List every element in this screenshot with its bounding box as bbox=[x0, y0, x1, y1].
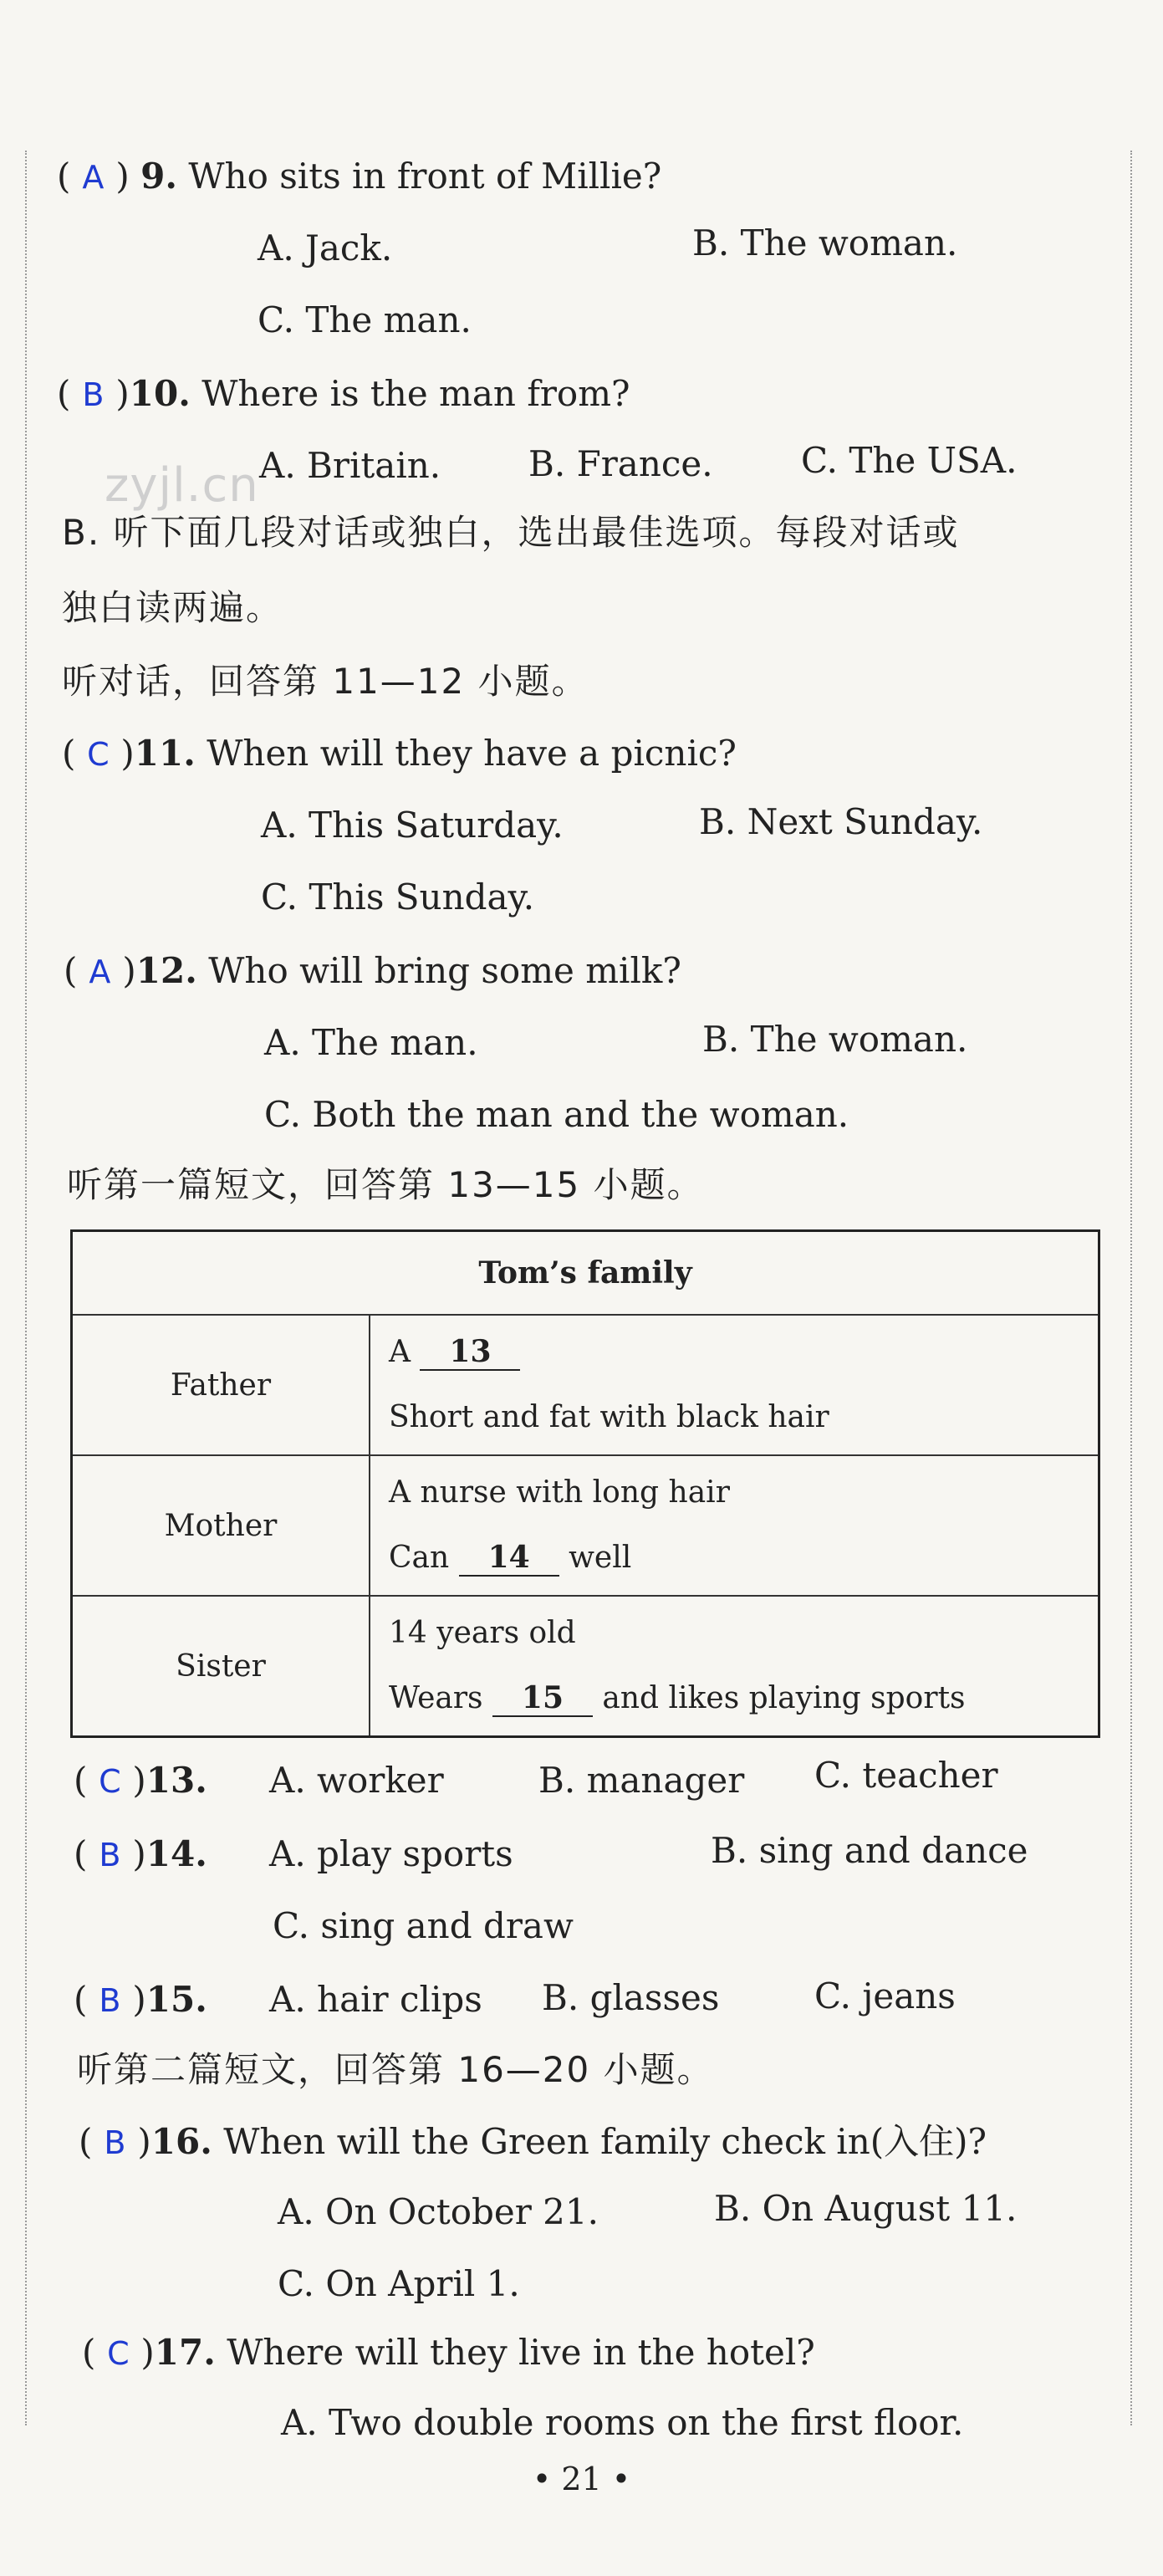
option: C. This Sunday. bbox=[261, 877, 535, 917]
option: C. The USA. bbox=[801, 440, 1018, 481]
answer: C bbox=[87, 736, 110, 773]
question-9: ( A ) 9. Who sits in front of Millie? bbox=[57, 156, 662, 197]
passage2-instruction: 听第二篇短文，回答第 16—20 小题。 bbox=[77, 2049, 714, 2090]
blank-14: 14 bbox=[459, 1541, 559, 1577]
left-margin-dots bbox=[25, 151, 27, 2425]
page-number: • 21 • bbox=[532, 2461, 631, 2497]
option: A. play sports bbox=[269, 1833, 513, 1874]
option: C. teacher bbox=[814, 1755, 998, 1796]
section-b-line2: 独白读两遍。 bbox=[62, 587, 283, 628]
question-12: ( A )12. Who will bring some milk? bbox=[64, 950, 681, 991]
option: B. The woman. bbox=[702, 1019, 968, 1060]
row-value: A nurse with long hair Can 14 well bbox=[370, 1455, 1099, 1596]
answer: C bbox=[107, 2335, 130, 2372]
row-value: 14 years old Wears 15 and likes playing sports bbox=[370, 1596, 1099, 1737]
option: B. manager bbox=[538, 1760, 745, 1801]
question-16: ( B )16. When will the Green family check in(入住)? bbox=[79, 2121, 987, 2162]
option: C. Both the man and the woman. bbox=[264, 1094, 849, 1135]
option: A. worker bbox=[269, 1760, 444, 1801]
blank-13: 13 bbox=[420, 1336, 520, 1371]
question-10: ( B )10. Where is the man from? bbox=[57, 373, 630, 414]
option: A. The man. bbox=[264, 1022, 478, 1063]
answer: A bbox=[82, 159, 105, 196]
dialogue-instruction: 听对话，回答第 11—12 小题。 bbox=[62, 661, 589, 702]
answer: C bbox=[99, 1763, 121, 1800]
question-11: ( C )11. When will they have a picnic? bbox=[62, 733, 737, 774]
table-row bbox=[72, 1315, 1099, 1455]
section-b-line1: B. 听下面几段对话或独白，选出最佳选项。每段对话或 bbox=[62, 512, 960, 553]
blank-15: 15 bbox=[492, 1682, 593, 1717]
option: A. hair clips bbox=[269, 1979, 482, 2020]
passage1-instruction: 听第一篇短文，回答第 13—15 小题。 bbox=[67, 1164, 704, 1205]
row-label: Sister bbox=[72, 1596, 370, 1737]
option: B. France. bbox=[528, 443, 713, 484]
option: A. Britain. bbox=[259, 445, 441, 486]
table-title: Tom’s family bbox=[72, 1231, 1099, 1316]
answer: B bbox=[104, 2124, 126, 2161]
option: C. sing and draw bbox=[273, 1905, 574, 1946]
right-margin-dots bbox=[1130, 151, 1132, 2425]
option: C. jeans bbox=[814, 1975, 956, 2016]
option: B. glasses bbox=[542, 1977, 720, 2018]
option: A. Jack. bbox=[258, 227, 393, 268]
row-value: A 13 Short and fat with black hair bbox=[370, 1315, 1099, 1455]
question-15: ( B )15. bbox=[74, 1979, 207, 2020]
row-label: Father bbox=[72, 1315, 370, 1455]
option: B. sing and dance bbox=[711, 1830, 1028, 1871]
option: C. On April 1. bbox=[278, 2263, 520, 2304]
option: B. On August 11. bbox=[714, 2188, 1018, 2229]
option: A. This Saturday. bbox=[261, 805, 564, 846]
option: A. Two double rooms on the first floor. bbox=[281, 2402, 964, 2443]
watermark: zyjl.cn bbox=[105, 458, 259, 513]
answer: B bbox=[99, 1982, 121, 2019]
toms-family-table bbox=[70, 1229, 1100, 1738]
table-row bbox=[72, 1455, 1099, 1596]
answer: A bbox=[89, 953, 111, 990]
answer: B bbox=[82, 376, 105, 413]
question-17: ( C )17. Where will they live in the hotel? bbox=[82, 2332, 815, 2373]
question-13: ( C )13. bbox=[74, 1760, 207, 1801]
question-14: ( B )14. bbox=[74, 1833, 207, 1874]
row-label: Mother bbox=[72, 1455, 370, 1596]
table-row bbox=[72, 1596, 1099, 1737]
answer: B bbox=[99, 1837, 121, 1873]
option: B. The woman. bbox=[692, 222, 958, 263]
option: B. Next Sunday. bbox=[699, 801, 983, 842]
option: A. On October 21. bbox=[278, 2191, 599, 2232]
option: C. The man. bbox=[258, 299, 472, 340]
